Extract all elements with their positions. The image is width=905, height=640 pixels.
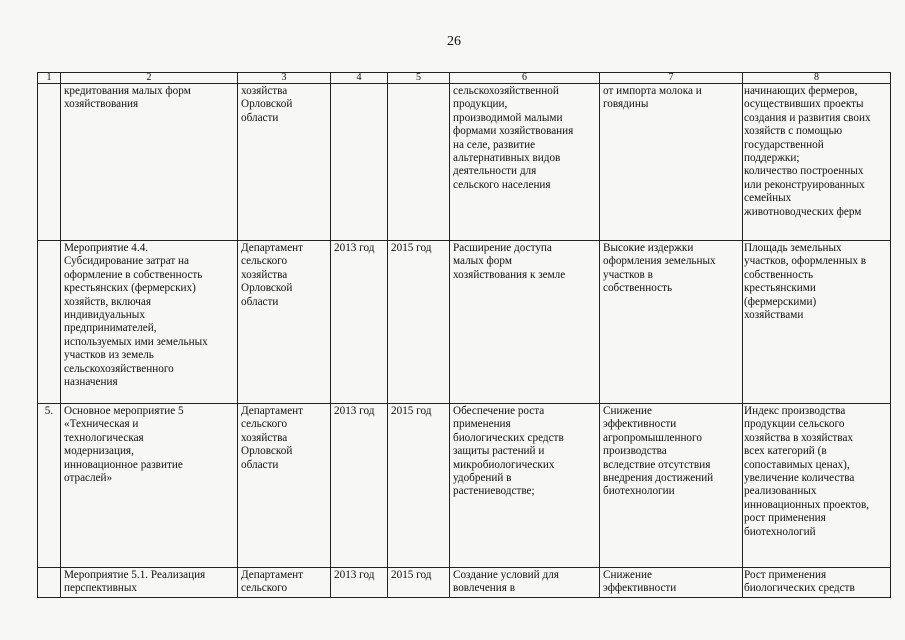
column-header: 4 <box>331 73 388 84</box>
expected-result-cell: сельскохозяйственной продукции, производимой малыми формами хозяйствования на селе, развитие альтернативных видов деятельности для сельского населения <box>450 84 600 241</box>
risk-cell: Снижение эффективности агропромышленного производства вследствие отсутствия внедрения достижений биотехнологии <box>600 404 743 568</box>
executor-cell: Департамент сельского хозяйства Орловской области <box>238 404 331 568</box>
executor-cell: Департамент сельского <box>238 568 331 598</box>
indicator-cell: начинающих фермеров, осуществивших проекты создания и развития своих хозяйств с помощью государственной поддержки; количество построенных или реконструированных семейных животноводческих ферм <box>743 84 891 241</box>
expected-result-cell: Обеспечение роста применения биологических средств защиты растений и микробиологических удобрений в растениеводстве; <box>450 404 600 568</box>
risk-cell: от импорта молока и говядины <box>600 84 743 241</box>
start-year-cell: 2013 год <box>331 241 388 404</box>
start-year-cell: 2013 год <box>331 404 388 568</box>
expected-result-cell: Создание условий для вовлечения в <box>450 568 600 598</box>
risk-cell: Высокие издержки оформления земельных участков в собственность <box>600 241 743 404</box>
column-header: 5 <box>388 73 450 84</box>
row-number-cell <box>38 84 61 241</box>
expected-result-cell: Расширение доступа малых форм хозяйствования к земле <box>450 241 600 404</box>
column-header: 3 <box>238 73 331 84</box>
indicator-cell: Индекс производства продукции сельского хозяйства в хозяйствах всех категорий (в сопоставимых ценах), увеличение количества реализованных инновационных проектов, рост применения биотехнологий <box>743 404 891 568</box>
event-cell: Мероприятие 5.1. Реализация перспективных <box>61 568 238 598</box>
event-cell: кредитования малых форм хозяйствования <box>61 84 238 241</box>
event-cell: Мероприятие 4.4. Субсидирование затрат на оформление в собственность крестьянских (фермерских) хозяйств, включая индивидуальных предпринимателей, используемых ими земельных участков из земель сельскохозяйственного назначения <box>61 241 238 404</box>
row-number-cell <box>38 241 61 404</box>
column-header: 6 <box>450 73 600 84</box>
end-year-cell: 2015 год <box>388 241 450 404</box>
end-year-cell: 2015 год <box>388 404 450 568</box>
end-year-cell <box>388 84 450 241</box>
indicator-cell: Рост применения биологических средств <box>743 568 891 598</box>
event-cell: Основное мероприятие 5 «Техническая и технологическая модернизация, инновационное развитие отраслей» <box>61 404 238 568</box>
row-number-cell: 5. <box>38 404 61 568</box>
table-row <box>38 568 891 598</box>
column-header: 1 <box>38 73 61 84</box>
column-number-row <box>38 73 891 84</box>
risk-cell: Снижение эффективности <box>600 568 743 598</box>
program-table <box>37 72 891 598</box>
page-number: 26 <box>447 34 461 49</box>
column-header: 7 <box>600 73 743 84</box>
column-header: 2 <box>61 73 238 84</box>
end-year-cell: 2015 год <box>388 568 450 598</box>
start-year-cell: 2013 год <box>331 568 388 598</box>
indicator-cell: Площадь земельных участков, оформленных в собственность крестьянскими (фермерскими) хозяйствами <box>743 241 891 404</box>
column-header: 8 <box>743 73 891 84</box>
start-year-cell <box>331 84 388 241</box>
executor-cell: Департамент сельского хозяйства Орловской области <box>238 241 331 404</box>
table-row <box>38 404 891 568</box>
table-row <box>38 241 891 404</box>
executor-cell: хозяйства Орловской области <box>238 84 331 241</box>
row-number-cell <box>38 568 61 598</box>
table-row <box>38 84 891 241</box>
